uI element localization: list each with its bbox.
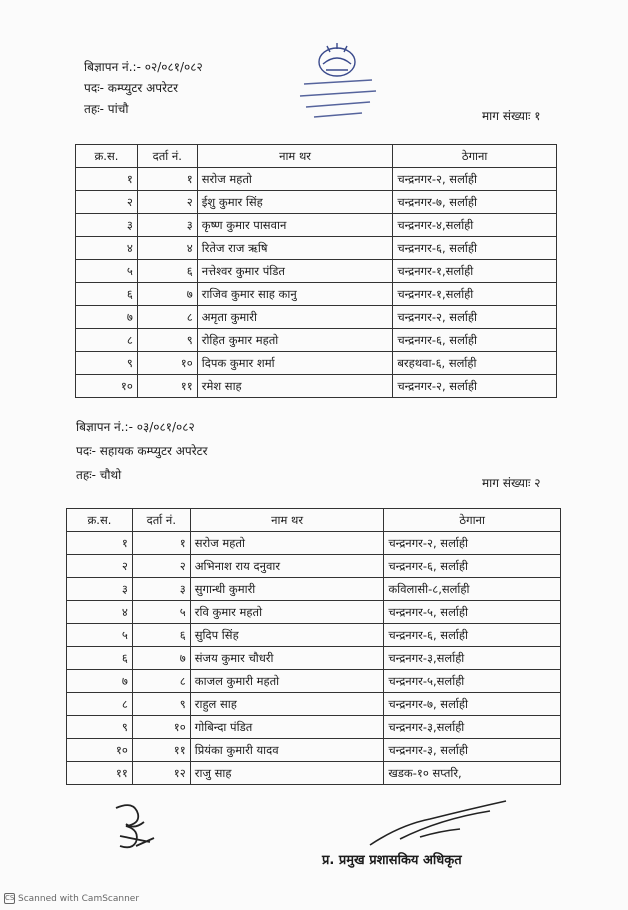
cell-address: चन्द्रनगर-५, सर्लाही	[384, 601, 561, 624]
cell-name: गोबिन्दा पंडित	[190, 716, 384, 739]
candidate-table-2	[66, 508, 561, 785]
cell-serial: १०	[76, 375, 138, 398]
cell-serial: २	[67, 555, 133, 578]
cell-name: नत्तेश्वर कुमार पंडित	[197, 260, 393, 283]
cell-name: अमृता कुमारी	[197, 306, 393, 329]
cell-serial: २	[76, 191, 138, 214]
camscanner-watermark	[4, 893, 139, 904]
cell-address: चन्द्रनगर-६, सर्लाही	[393, 237, 557, 260]
cell-serial: १	[67, 532, 133, 555]
cell-registration: ९	[137, 329, 197, 352]
cell-serial: ७	[76, 306, 138, 329]
col-serial: क्र.स.	[67, 509, 133, 532]
table-row	[67, 647, 561, 670]
cell-address: बरहथवा-६, सर्लाही	[393, 352, 557, 375]
col-address: ठेगाना	[393, 145, 557, 168]
table-row	[67, 762, 561, 785]
table-row	[67, 555, 561, 578]
cell-address: चन्द्रनगर-२, सर्लाही	[393, 168, 557, 191]
cell-serial: ३	[67, 578, 133, 601]
demand-count-2: माग संख्याः २	[482, 476, 541, 490]
cell-name: रोहित कुमार महतो	[197, 329, 393, 352]
cell-address: खडक-१० सप्तरि,	[384, 762, 561, 785]
post-title-2: पदः- सहायक कम्प्युटर अपरेटर	[76, 444, 208, 458]
cell-address: चन्द्रनगर-२, सर्लाही	[393, 306, 557, 329]
cell-registration: ६	[132, 624, 190, 647]
table-row	[76, 237, 557, 260]
cell-serial: ८	[67, 693, 133, 716]
camscanner-text: Scanned with CamScanner	[18, 893, 140, 904]
table-row	[76, 306, 557, 329]
ad-number-1: बिज्ञापन नं.:- ०२/०८१/०८२	[84, 60, 203, 74]
table-row	[67, 532, 561, 555]
table-row	[76, 191, 557, 214]
cell-serial: ६	[76, 283, 138, 306]
table-row	[76, 329, 557, 352]
cell-address: चन्द्रनगर-६, सर्लाही	[384, 624, 561, 647]
cell-registration: २	[132, 555, 190, 578]
cell-name: राजिव कुमार साह कानु	[197, 283, 393, 306]
cell-registration: ३	[132, 578, 190, 601]
level-1: तहः- पांचौ	[84, 102, 129, 116]
ad-number-2: बिज्ञापन नं.:- ०३/०८१/०८२	[76, 420, 195, 434]
table-header-row	[67, 509, 561, 532]
cell-registration: ५	[132, 601, 190, 624]
cell-registration: ३	[137, 214, 197, 237]
cell-name: काजल कुमारी महतो	[190, 670, 384, 693]
cell-serial: ७	[67, 670, 133, 693]
cell-address: चन्द्रनगर-२, सर्लाही	[393, 375, 557, 398]
cell-name: संजय कुमार चौधरी	[190, 647, 384, 670]
cell-registration: १०	[132, 716, 190, 739]
cell-name: राहुल साह	[190, 693, 384, 716]
cell-address: चन्द्रनगर-७, सर्लाही	[393, 191, 557, 214]
cell-address: चन्द्रनगर-३,सर्लाही	[384, 716, 561, 739]
seal-emblem-icon	[290, 40, 385, 125]
cell-registration: ८	[137, 306, 197, 329]
cell-registration: ९	[132, 693, 190, 716]
cell-name: राजु साह	[190, 762, 384, 785]
table-row	[67, 716, 561, 739]
cell-address: चन्द्रनगर-६, सर्लाही	[384, 555, 561, 578]
cell-serial: १	[76, 168, 138, 191]
col-serial: क्र.स.	[76, 145, 138, 168]
table-row	[67, 739, 561, 762]
cell-address: चन्द्रनगर-६, सर्लाही	[393, 329, 557, 352]
table-row	[67, 624, 561, 647]
office-seal-stamp	[290, 40, 385, 125]
demand-count-1: माग संख्याः १	[482, 109, 541, 123]
cell-name: प्रियंका कुमारी यादव	[190, 739, 384, 762]
table-row	[67, 693, 561, 716]
signatory-title: प्र. प्रमुख प्रशासकिय अधिकृत	[322, 853, 462, 868]
cell-serial: ११	[67, 762, 133, 785]
cell-registration: १	[132, 532, 190, 555]
cell-address: चन्द्रनगर-१,सर्लाही	[393, 283, 557, 306]
cell-address: चन्द्रनगर-५,सर्लाही	[384, 670, 561, 693]
cell-name: सुदिप सिंह	[190, 624, 384, 647]
cell-name: रितेज राज ऋषि	[197, 237, 393, 260]
cell-registration: ७	[137, 283, 197, 306]
cell-name: रवि कुमार महतो	[190, 601, 384, 624]
table-row	[76, 214, 557, 237]
col-name: नाम थर	[190, 509, 384, 532]
col-registration: दर्ता नं.	[137, 145, 197, 168]
cell-name: दिपक कुमार शर्मा	[197, 352, 393, 375]
cell-registration: १	[137, 168, 197, 191]
table-row	[76, 260, 557, 283]
col-address: ठेगाना	[384, 509, 561, 532]
candidate-table-1	[75, 144, 557, 398]
col-name: नाम थर	[197, 145, 393, 168]
table-header-row	[76, 145, 557, 168]
cell-registration: १०	[137, 352, 197, 375]
cell-name: सरोज महतो	[190, 532, 384, 555]
table-row	[67, 578, 561, 601]
table-row	[76, 375, 557, 398]
col-registration: दर्ता नं.	[132, 509, 190, 532]
cell-registration: ८	[132, 670, 190, 693]
handwritten-signature-left	[96, 796, 166, 856]
cell-serial: ९	[67, 716, 133, 739]
table-row	[67, 670, 561, 693]
table-row	[67, 601, 561, 624]
cell-serial: ५	[76, 260, 138, 283]
cell-address: चन्द्रनगर-७, सर्लाही	[384, 693, 561, 716]
cell-name: कृष्ण कुमार पासवान	[197, 214, 393, 237]
cell-registration: ११	[137, 375, 197, 398]
cell-name: अभिनाश राय दनुवार	[190, 555, 384, 578]
cell-serial: ३	[76, 214, 138, 237]
cell-address: चन्द्रनगर-३,सर्लाही	[384, 647, 561, 670]
cell-address: चन्द्रनगर-१,सर्लाही	[393, 260, 557, 283]
cell-serial: ५	[67, 624, 133, 647]
cell-registration: १२	[132, 762, 190, 785]
cell-registration: २	[137, 191, 197, 214]
cell-serial: ६	[67, 647, 133, 670]
cell-address: चन्द्रनगर-२, सर्लाही	[384, 532, 561, 555]
table-row	[76, 352, 557, 375]
cell-serial: ४	[67, 601, 133, 624]
level-2: तहः- चौथो	[76, 468, 122, 482]
table-row	[76, 168, 557, 191]
cell-serial: ९	[76, 352, 138, 375]
cell-name: सुगान्धी कुमारी	[190, 578, 384, 601]
cell-name: रमेश साह	[197, 375, 393, 398]
post-title-1: पदः- कम्प्युटर अपरेटर	[84, 81, 178, 95]
table-row	[76, 283, 557, 306]
cell-serial: १०	[67, 739, 133, 762]
cell-address: कविलासी-८,सर्लाही	[384, 578, 561, 601]
cell-serial: ८	[76, 329, 138, 352]
cell-name: सरोज महतो	[197, 168, 393, 191]
cell-registration: ११	[132, 739, 190, 762]
cell-name: ईशु कुमार सिंह	[197, 191, 393, 214]
handwritten-signature-right	[360, 795, 510, 855]
cell-registration: ७	[132, 647, 190, 670]
cell-registration: ६	[137, 260, 197, 283]
cell-registration: ४	[137, 237, 197, 260]
cell-address: चन्द्रनगर-४,सर्लाही	[393, 214, 557, 237]
cell-serial: ४	[76, 237, 138, 260]
camscanner-logo-icon: CS	[5, 894, 15, 902]
cell-address: चन्द्रनगर-३, सर्लाही	[384, 739, 561, 762]
